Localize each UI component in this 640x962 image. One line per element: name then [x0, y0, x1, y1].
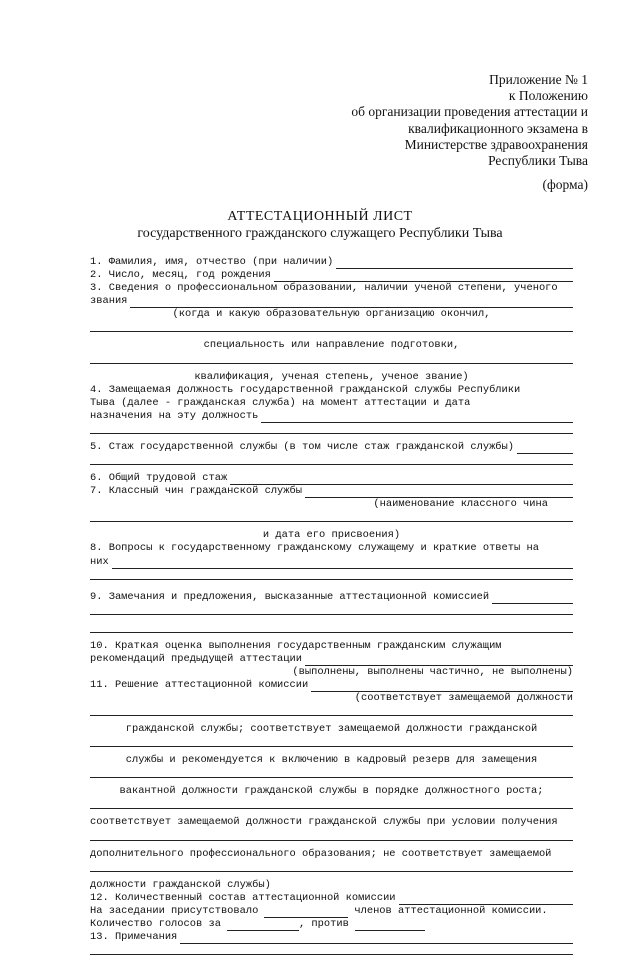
input-line[interactable]	[355, 921, 425, 931]
header-line: Приложение № 1	[489, 72, 588, 87]
field-service-length	[90, 441, 573, 454]
input-line[interactable]	[90, 705, 573, 723]
attestation-form	[90, 256, 573, 962]
field-label: членов аттестационной комиссии.	[354, 904, 548, 917]
field-hint-text: (соответствует замещаемой должности	[354, 692, 573, 705]
field-hint-text: (выполнены, выполнены частично, не выполнены)	[292, 665, 573, 678]
input-line[interactable]	[90, 511, 573, 529]
input-line[interactable]	[90, 604, 573, 622]
field-education	[90, 295, 573, 308]
input-line[interactable]	[90, 767, 573, 785]
field-label: 2. Число, месяц, год рождения	[90, 269, 271, 282]
input-line[interactable]	[311, 682, 573, 692]
field-label: 13. Примечания	[90, 931, 178, 943]
field-label: рекомендаций предыдущей аттестации	[90, 652, 303, 665]
document-title: АТТЕСТАЦИОННЫЙ ЛИСТ	[227, 209, 413, 224]
field-birth-date	[90, 269, 573, 282]
field-label: звания	[90, 295, 128, 308]
field-hint: вакантной должности гражданской службы в порядке должностного роста;	[119, 785, 544, 798]
field-label: Количество голосов за	[90, 917, 221, 930]
input-line[interactable]	[336, 259, 573, 269]
field-label: 5. Стаж государственной службы (в том числе стаж гражданской службы)	[90, 440, 515, 453]
field-full-name	[90, 256, 573, 269]
input-line[interactable]	[274, 272, 573, 282]
field-label: , против	[298, 917, 349, 930]
input-line[interactable]	[227, 921, 299, 931]
input-line[interactable]	[399, 895, 573, 905]
input-line[interactable]	[90, 622, 573, 640]
field-hint-text: (наименование классного чина	[373, 498, 548, 511]
field-decision	[90, 679, 573, 692]
field-label: 11. Решение аттестационной комиссии	[90, 678, 309, 691]
input-line[interactable]	[112, 559, 573, 569]
input-line[interactable]	[90, 944, 573, 962]
input-line[interactable]	[180, 934, 573, 944]
field-label: 1. Фамилия, имя, отчество (при наличии)	[90, 256, 334, 268]
form-label: (форма)	[542, 177, 588, 192]
field-label: Тыва (далее - гражданская служба) на момент аттестации и дата	[90, 396, 471, 409]
field-label: 9. Замечания и предложения, высказанные аттестационной комиссией	[90, 590, 490, 603]
field-position-label	[90, 384, 573, 397]
input-line[interactable]	[492, 594, 573, 604]
input-line[interactable]	[90, 861, 573, 879]
field-hint: квалификация, ученая степень, ученое звание)	[194, 370, 469, 383]
input-line[interactable]	[90, 569, 573, 591]
header-line: об организации проведения аттестации и	[351, 104, 588, 120]
input-line[interactable]	[90, 830, 573, 848]
input-line[interactable]	[90, 321, 573, 339]
field-label: 3. Сведения о профессиональном образовании, наличии ученой степени, ученого	[90, 282, 558, 295]
appendix-header	[351, 72, 588, 169]
field-hint: (когда и какую образовательную организацию окончил,	[172, 308, 491, 321]
field-label: них	[90, 555, 109, 568]
field-hint	[90, 692, 573, 705]
input-line[interactable]	[230, 475, 573, 485]
field-hint: должности гражданской службы)	[90, 878, 271, 891]
field-hint: соответствует замещаемой должности гражданской службы при условии получения	[90, 816, 558, 829]
field-hint	[90, 498, 573, 511]
field-label: 7. Классный чин гражданской службы	[90, 485, 303, 498]
input-line[interactable]	[90, 736, 573, 754]
field-questions-label	[90, 542, 573, 555]
field-position-label	[90, 397, 573, 410]
field-assessment-label	[90, 640, 573, 653]
field-hint: гражданской службы; соответствует замещаемой должности гражданской	[125, 723, 538, 736]
input-line[interactable]	[90, 454, 573, 472]
field-label: назначения на эту должность	[90, 409, 259, 422]
header-line: Министерстве здравоохранения	[404, 136, 588, 152]
input-line[interactable]	[90, 353, 573, 371]
field-label: 12. Количественный состав аттестационной комиссии	[90, 891, 396, 904]
field-hint: службы и рекомендуется к включению в кадровый резерв для замещения	[125, 754, 538, 767]
field-label: 4. Замещаемая должность государственной гражданской службы Республики	[90, 383, 521, 396]
input-line[interactable]	[90, 798, 573, 816]
input-line[interactable]	[90, 423, 573, 441]
field-hint	[90, 666, 573, 679]
field-label: 6. Общий трудовой стаж	[90, 472, 228, 485]
input-line[interactable]	[130, 298, 573, 308]
input-line[interactable]	[264, 908, 348, 918]
header-line: к Положению	[508, 88, 588, 104]
field-class-rank	[90, 485, 573, 498]
input-line[interactable]	[305, 488, 573, 498]
field-education-label	[90, 282, 573, 295]
field-assessment	[90, 653, 573, 666]
field-questions	[90, 556, 573, 569]
field-votes	[90, 918, 573, 931]
input-line[interactable]	[517, 444, 573, 454]
field-label: На заседании присутствовало	[90, 904, 259, 917]
field-position	[90, 410, 573, 423]
field-hint: специальность или направление подготовки,	[203, 339, 460, 352]
field-remarks	[90, 591, 573, 604]
field-work-experience	[90, 472, 573, 485]
field-hint: и дата его присвоения)	[262, 529, 401, 542]
field-label: 8. Вопросы к государственному гражданскому служащему и краткие ответы на	[90, 542, 539, 555]
field-label: 10. Краткая оценка выполнения государственным гражданским служащим	[90, 639, 502, 652]
field-members-present	[90, 905, 573, 918]
input-line[interactable]	[305, 656, 573, 666]
header-line: квалификационного экзамена в	[408, 120, 588, 136]
field-hint: дополнительного профессионального образования; не соответствует замещаемой	[90, 847, 552, 860]
header-line: Республики Тыва	[488, 153, 588, 169]
document-subtitle: государственного гражданского служащего Республики Тыва	[137, 226, 503, 241]
field-notes	[90, 931, 573, 944]
input-line[interactable]	[261, 413, 573, 423]
